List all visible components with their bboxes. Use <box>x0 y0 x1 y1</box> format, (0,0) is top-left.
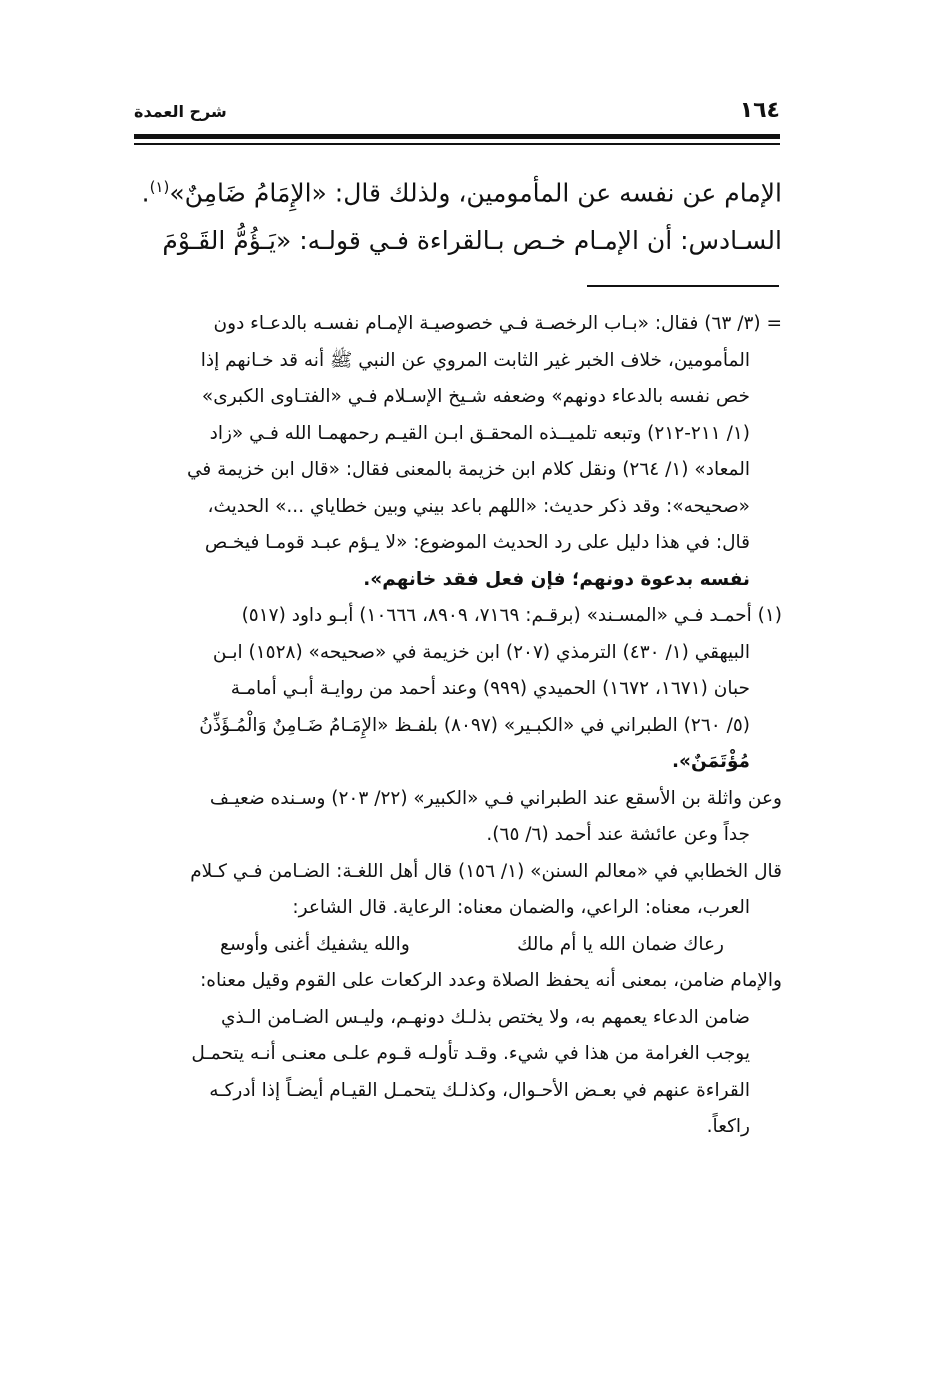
footnote-line: العرب، معناه: الراعي، والضمان معناه: الرعاية. قال الشاعر: <box>292 897 750 918</box>
footnote-line: خص نفسه بالدعاء دونهم» وضعفه شـيخ الإسـلام فـي «الفتـاوى الكبرى» <box>201 386 750 407</box>
running-title: شرح العمدة <box>134 102 227 121</box>
page-number: ١٦٤ <box>739 98 780 123</box>
footnote-line: (١) أحمـد فـي «المسـند» (برقـم: ٧١٦٩، ٨٩٠٩، ١٠٦٦٦) أبـو داود (٥١٧) <box>241 605 782 626</box>
main-text <box>130 160 782 268</box>
footnote-line: ضامن الدعاء يعمهم به، ولا يختص بذلـك دونهـم، وليـس الضـامن الـذي <box>221 1006 750 1028</box>
main-line-1 <box>130 160 782 214</box>
footnote-line: يوجب الغرامة من هذا في شيء. وقـد تأولـه قـوم علـى معنـى أنـه يتحمـل <box>191 1043 750 1064</box>
footnote-line: حبان (١٦٧١، ١٦٧٢) الحميدي (٩٩٩) وعند أحمد من روايـة أبـي أمامـة <box>230 678 750 699</box>
footnote-line: المأمومين، خلاف الخبر غير الثابت المروي عن النبي ﷺ أنه قد خـانهم إذا <box>200 349 750 371</box>
footnote-line: = (٣/ ٦٣) فقال: «بـاب الرخصـة فـي خصوصيـة الإمـام نفسـه بالدعـاء دون <box>213 313 782 334</box>
footnote-line: القراءة عنهم في بعـض الأحـوال، وكذلـك يتحمـل القيـام أيضـاً إذا أدركـه <box>209 1079 750 1101</box>
header-rule-thick <box>134 134 780 139</box>
poetry-verse <box>130 927 782 964</box>
footnote-line: «صحيحه»: وقد ذكر حديث: «اللهم باعد بيني وبين خطاياي ...» الحديث، <box>207 495 750 517</box>
footnote-line: (١/ ٢١١-٢١٢) وتبعه تلميــذه المحقـق ابـن القيـم رحمهمـا الله فـي «زاد <box>209 422 750 444</box>
footnote-line: قال الخطابي في «معالم السنن» (١/ ١٥٦) قال أهل اللغـة: الضـامن فـي كـلام <box>190 860 782 882</box>
footnote-line: قال: في هذا دليل على رد الحديث الموضوع: «لا يـؤم عبـد قومـا فيخـص <box>204 532 750 553</box>
footnote-line: وعن واثلة بن الأسقع عند الطبراني فـي «الكبير» (٢٢/ ٢٠٣) وسـنده ضعيـف <box>209 787 782 809</box>
main-line-2: السـادس: أن الإمـام خـص بـالقراءة فـي قولـه: «يَـؤُمُّ القَـوْمَ <box>162 226 782 255</box>
main-line-1-text: الإمام عن نفسه عن المأمومين، ولذلك قال: «الإِمَامُ ضَامِنٌ» <box>169 178 782 208</box>
footnote-line: نفسه بدعوة دونهم؛ فإن فعل فقد خانهم». <box>363 568 750 590</box>
footnote-line: راكعاً. <box>706 1116 750 1137</box>
main-line-1-end: . <box>141 178 150 208</box>
footnotes <box>130 306 782 1146</box>
verse-hemistich-1: رعاك ضمان الله يا أم مالك <box>517 933 724 955</box>
header-rule-thin <box>134 143 780 145</box>
footnote-divider <box>587 285 779 287</box>
footnote-reference: (١) <box>149 178 170 196</box>
footnote-line: جداً وعن عائشة عند أحمد (٦/ ٦٥). <box>486 824 750 845</box>
footnote-line: (٥/ ٢٦٠) الطبراني في «الكبـير» (٨٠٩٧) بلفـظ «الإِمَـامُ ضَـامِنٌ وَالْمُـؤَذِّنُ <box>199 714 750 736</box>
footnote-line: المعاد» (١/ ٢٦٤) ونقل كلام ابن خزيمة بالمعنى فقال: «قال ابن خزيمة في <box>187 459 750 480</box>
footnote-line: مُؤْتَمَنٌ». <box>671 751 750 772</box>
verse-hemistich-2: والله يشفيك أغنى وأوسع <box>220 933 410 955</box>
footnote-line: والإمام ضامن، بمعنى أنه يحفظ الصلاة وعدد الركعات على القوم وقيل معناه: <box>200 970 782 991</box>
page-header <box>134 98 780 128</box>
footnote-line: البيهقي (١/ ٤٣٠) الترمذي (٢٠٧) ابن خزيمة في «صحيحه» (١٥٢٨) ابـن <box>212 641 750 663</box>
